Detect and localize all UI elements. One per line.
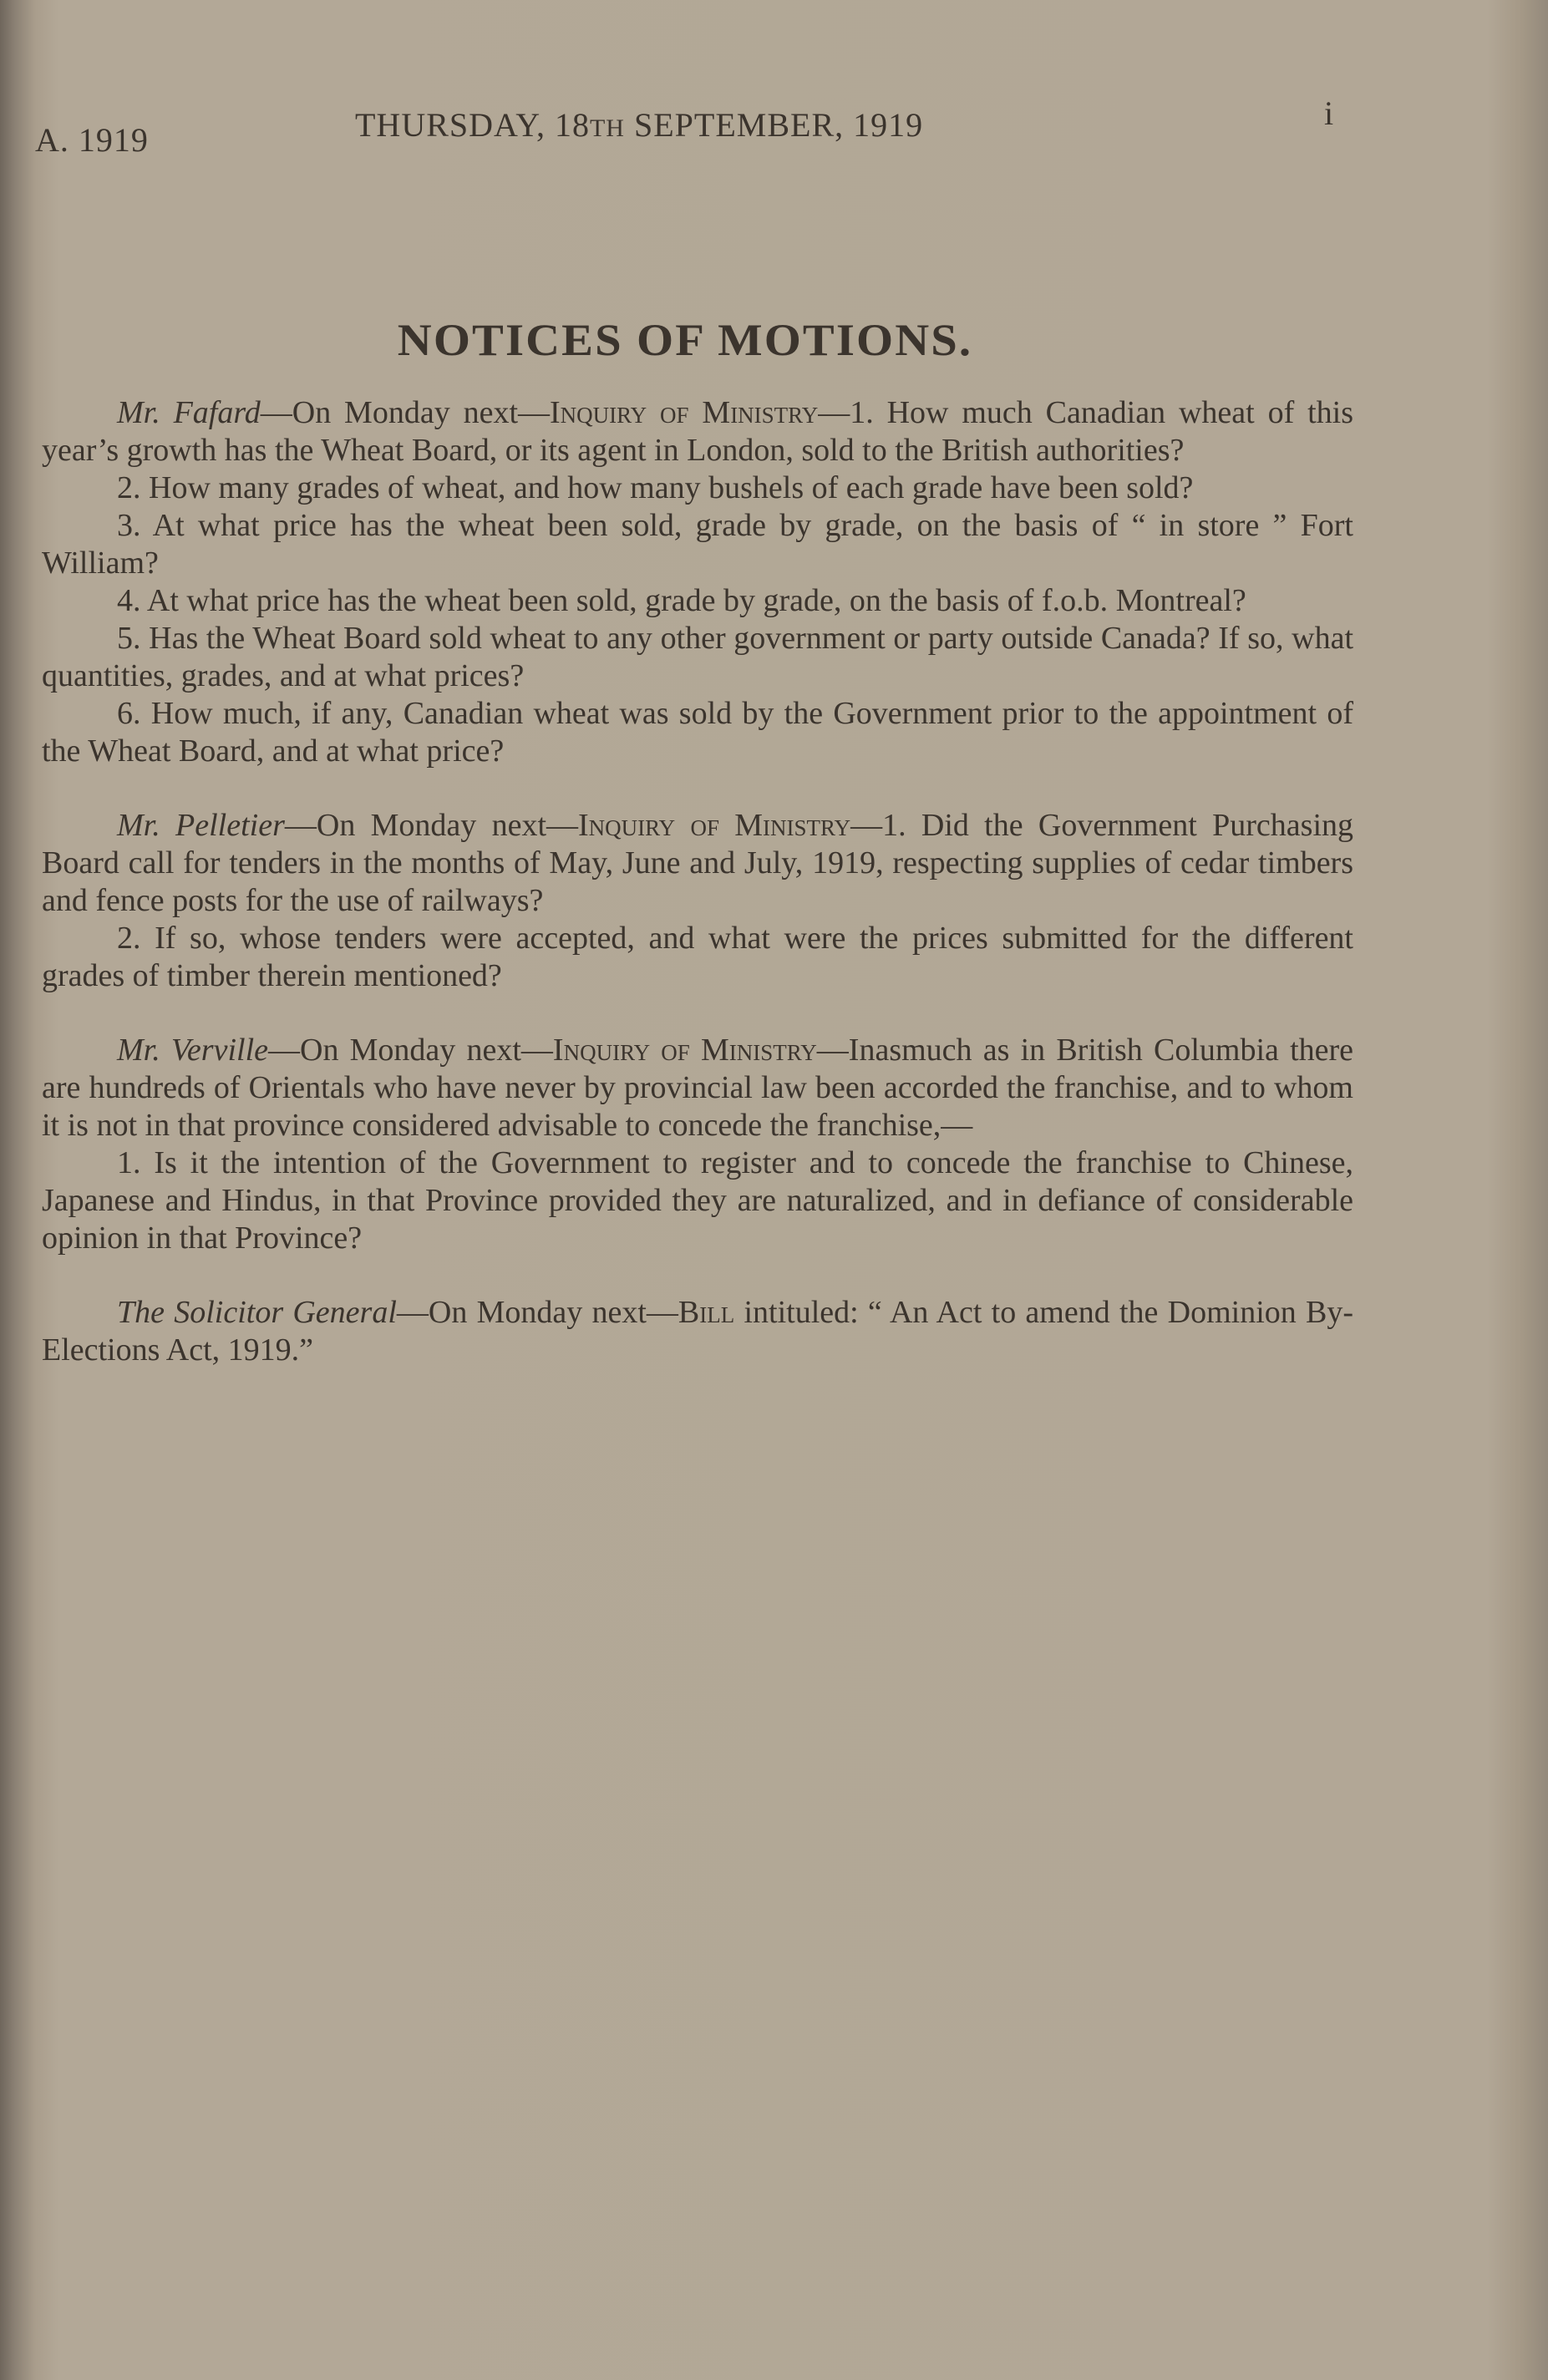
notice — [42, 807, 1353, 995]
notice-opening — [42, 394, 1353, 469]
sessional-year: A. 1919 — [35, 121, 149, 159]
notice-mover: Mr. Pelletier — [117, 808, 285, 843]
notice-paragraph: 3. At what price has the wheat been sold, grade by grade, on the basis of “ in store ” Fort William? — [42, 508, 1353, 581]
notice-opening — [42, 1032, 1353, 1144]
notices-body — [42, 394, 1353, 1369]
date-day: THURSDAY, 18 — [355, 106, 590, 144]
notice-kind: Bill — [678, 1295, 735, 1330]
notice-lead: —On Monday next— — [396, 1295, 678, 1330]
notice-paragraph: 2. If so, whose tenders were accepted, and what were the prices submitted for the different grades of timber therein mentioned? — [42, 921, 1353, 993]
page-number: i — [1324, 94, 1335, 132]
notice-lead: —On Monday next— — [260, 395, 550, 430]
notice — [42, 1032, 1353, 1257]
notice-opening — [42, 1294, 1353, 1369]
notice-paragraph: 4. At what price has the wheat been sold, grade by grade, on the basis of f.o.b. Montreal? — [117, 583, 1246, 618]
notice-lead: —On Monday next— — [284, 808, 578, 843]
notice — [42, 394, 1353, 770]
date-rest: SEPTEMBER, 1919 — [624, 106, 924, 144]
notice-paragraph: intituled: “ An Act to amend the Dominion By-Elections Act, 1919.” — [42, 1295, 1353, 1368]
date-ordinal: TH — [589, 114, 625, 142]
notice-paragraph: —1. How much Canadian wheat of this year’s growth has the Wheat Board, or its agent in London, sold to the British authorities? — [42, 395, 1353, 468]
notice-kind: Inquiry of Ministry — [550, 395, 819, 430]
notice-mover: Mr. Fafard — [117, 395, 261, 430]
notice-paragraph: 6. How much, if any, Canadian wheat was sold by the Government prior to the appointment of the Wheat Board, and at what price? — [42, 696, 1353, 769]
page-header — [0, 94, 1548, 159]
notice-paragraph: 5. Has the Wheat Board sold wheat to any other government or party outside Canada? If so, what quantities, grades, and at what prices? — [42, 621, 1353, 693]
notice-paragraph: —Inasmuch as in British Columbia there are hundreds of Orientals who have never by provincial law been accorded the franchise, and to whom it is not in that province considered advisable to concede the franchise,— — [42, 1033, 1354, 1143]
notice-kind: Inquiry of Ministry — [578, 808, 851, 843]
notice-kind: Inquiry of Ministry — [552, 1033, 817, 1068]
notice-paragraph: 2. How many grades of wheat, and how many bushels of each grade have been sold? — [117, 470, 1194, 505]
page-title: NOTICES OF MOTIONS. — [397, 315, 973, 365]
notice-paragraph: —1. Did the Government Purchasing Board call for tenders in the months of May, June and July, 1919, respecting supplies of cedar timbers and fence posts for the use of railways? — [42, 808, 1354, 918]
notice-mover: Mr. Verville — [117, 1033, 268, 1068]
notice-opening — [42, 807, 1353, 920]
page-date — [355, 105, 923, 145]
notice — [42, 1294, 1353, 1369]
notice-paragraph: 1. Is it the intention of the Government to register and to concede the franchise to Chinese, Japanese and Hindus, in that Province provided they are naturalized, and in defiance of considerable opinion in that Province? — [42, 1145, 1353, 1256]
notice-mover: The Solicitor General — [117, 1295, 397, 1330]
notice-lead: —On Monday next— — [268, 1033, 553, 1068]
